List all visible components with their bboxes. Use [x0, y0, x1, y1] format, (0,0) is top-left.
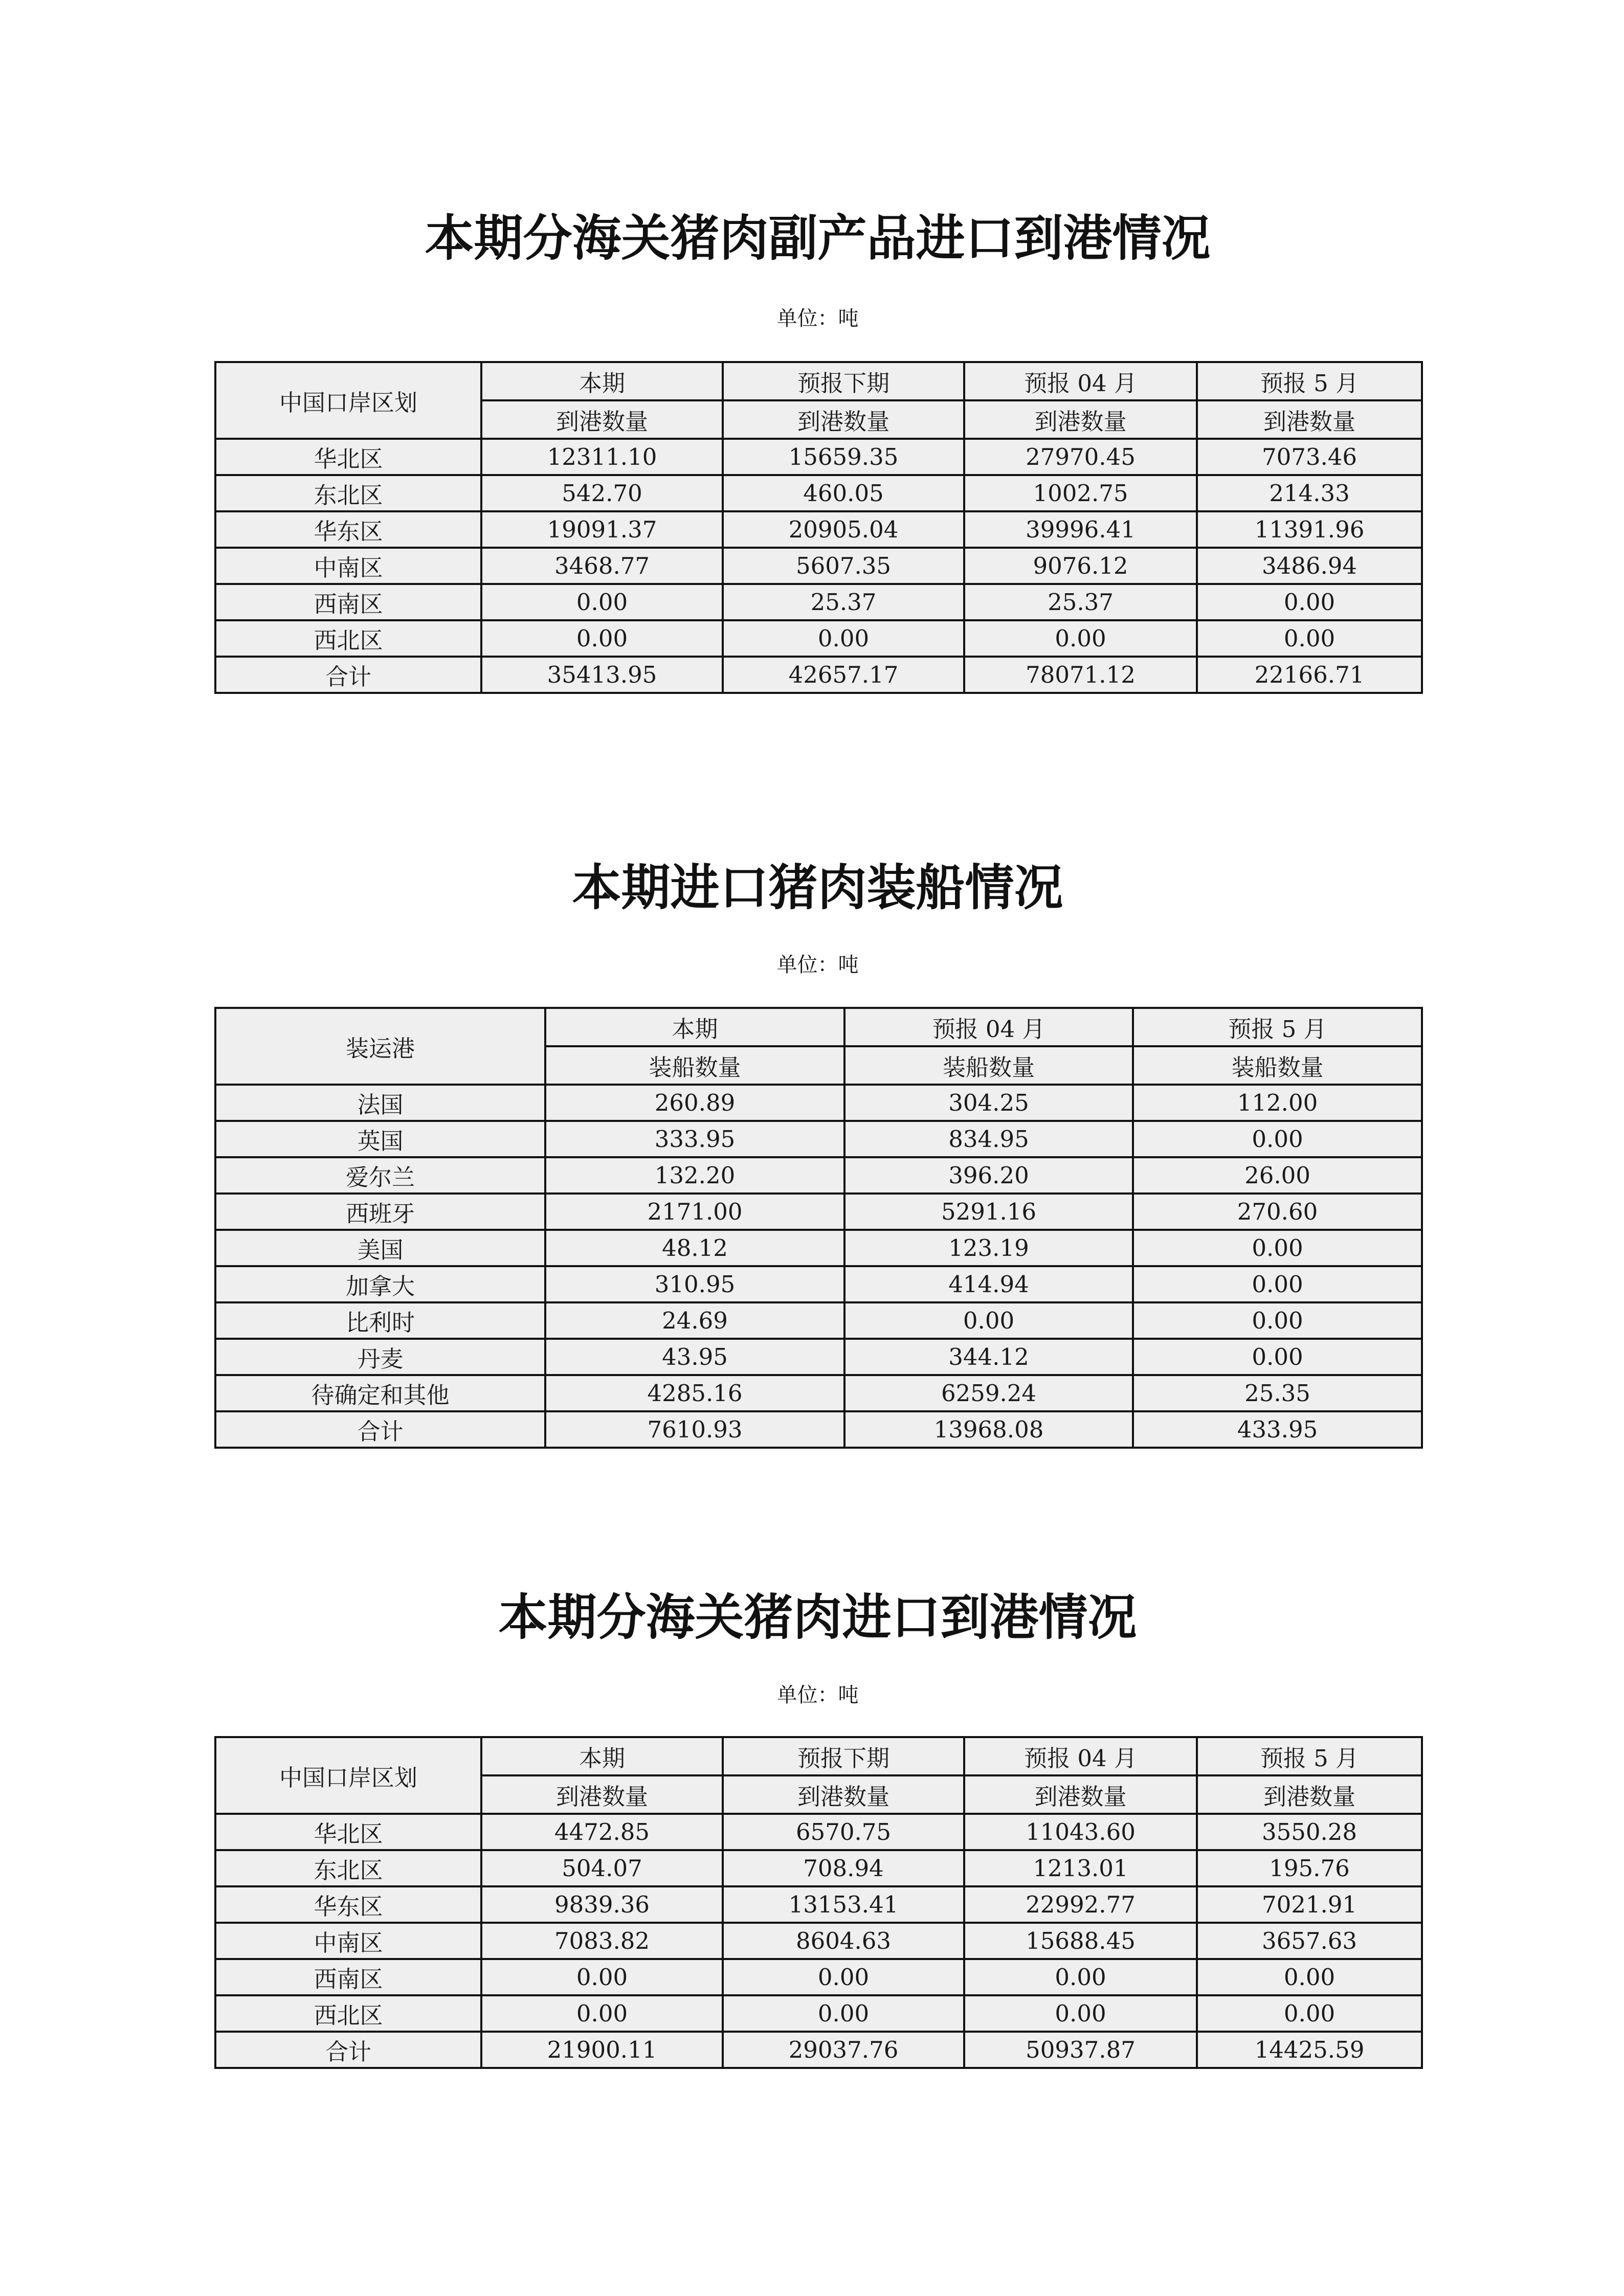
total-value-cell: 42657.17 [723, 657, 964, 693]
value-cell: 25.35 [1133, 1375, 1422, 1411]
value-cell: 112.00 [1133, 1085, 1422, 1121]
port-name-cell: 比利时 [215, 1302, 545, 1339]
value-cell: 132.20 [545, 1157, 844, 1194]
metric-header-cell: 到港数量 [723, 400, 964, 439]
value-cell: 15659.35 [723, 439, 964, 475]
metric-header-cell: 装船数量 [545, 1046, 844, 1085]
region-name-cell: 西南区 [215, 584, 481, 620]
value-cell: 27970.45 [964, 439, 1197, 475]
region-name-cell: 东北区 [215, 475, 481, 511]
port-name-cell: 西班牙 [215, 1194, 545, 1230]
total-value-cell: 50937.87 [964, 2032, 1197, 2068]
port-name-cell: 爱尔兰 [215, 1157, 545, 1194]
value-cell: 8604.63 [723, 1923, 964, 1959]
value-cell: 7073.46 [1197, 439, 1422, 475]
table-row [215, 1121, 1422, 1157]
value-cell: 6570.75 [723, 1814, 964, 1850]
region-name-cell: 中南区 [215, 548, 481, 584]
table-total-row [215, 2032, 1422, 2068]
period-header-cell: 预报下期 [723, 1737, 964, 1775]
value-cell: 333.95 [545, 1121, 844, 1157]
value-cell: 0.00 [964, 1959, 1197, 1995]
value-cell: 1002.75 [964, 475, 1197, 511]
value-cell: 0.00 [1197, 1959, 1422, 1995]
value-cell: 0.00 [844, 1302, 1133, 1339]
table-total-row [215, 1411, 1422, 1448]
value-cell: 43.95 [545, 1339, 844, 1375]
value-cell: 3486.94 [1197, 548, 1422, 584]
value-cell: 270.60 [1133, 1194, 1422, 1230]
metric-header-cell: 装船数量 [1133, 1046, 1422, 1085]
value-cell: 460.05 [723, 475, 964, 511]
value-cell: 195.76 [1197, 1850, 1422, 1886]
table-row [215, 1085, 1422, 1121]
value-cell: 3657.63 [1197, 1923, 1422, 1959]
value-cell: 4285.16 [545, 1375, 844, 1411]
value-cell: 25.37 [964, 584, 1197, 620]
region-name-cell: 华北区 [215, 1814, 481, 1850]
port-name-cell: 法国 [215, 1085, 545, 1121]
metric-header-cell: 到港数量 [481, 1775, 723, 1814]
value-cell: 5291.16 [844, 1194, 1133, 1230]
value-cell: 7021.91 [1197, 1886, 1422, 1923]
region-name-cell: 东北区 [215, 1850, 481, 1886]
metric-header-cell: 装船数量 [844, 1046, 1133, 1085]
total-value-cell: 13968.08 [844, 1411, 1133, 1448]
pork-arrivals-unit: 单位：吨 [776, 1683, 859, 1707]
row-header-cell: 中国口岸区划 [215, 1737, 481, 1814]
value-cell: 0.00 [481, 620, 723, 657]
port-name-cell: 美国 [215, 1230, 545, 1266]
table-row [215, 1886, 1422, 1923]
value-cell: 310.95 [545, 1266, 844, 1302]
table-row [215, 1266, 1422, 1302]
value-cell: 0.00 [1133, 1266, 1422, 1302]
metric-header-cell: 到港数量 [964, 1775, 1197, 1814]
period-header-cell: 预报 5 月 [1197, 362, 1422, 400]
value-cell: 22992.77 [964, 1886, 1197, 1923]
table-row [215, 511, 1422, 548]
table-row [215, 439, 1422, 475]
period-header-cell: 预报 5 月 [1197, 1737, 1422, 1775]
table-row [215, 1194, 1422, 1230]
value-cell: 834.95 [844, 1121, 1133, 1157]
value-cell: 0.00 [723, 1995, 964, 2032]
metric-header-cell: 到港数量 [481, 400, 723, 439]
total-label-cell: 合计 [215, 2032, 481, 2068]
row-header-cell: 装运港 [215, 1008, 545, 1085]
value-cell: 0.00 [723, 1959, 964, 1995]
table-row [215, 1375, 1422, 1411]
value-cell: 0.00 [481, 1959, 723, 1995]
value-cell: 504.07 [481, 1850, 723, 1886]
value-cell: 1213.01 [964, 1850, 1197, 1886]
value-cell: 5607.35 [723, 548, 964, 584]
table-row [215, 1302, 1422, 1339]
value-cell: 2171.00 [545, 1194, 844, 1230]
period-header-cell: 本期 [545, 1008, 844, 1046]
value-cell: 25.37 [723, 584, 964, 620]
pork-arrivals-title: 本期分海关猪肉进口到港情况 [498, 1589, 1137, 1646]
table-row [215, 1850, 1422, 1886]
value-cell: 0.00 [964, 1995, 1197, 2032]
metric-header-cell: 到港数量 [1197, 1775, 1422, 1814]
value-cell: 414.94 [844, 1266, 1133, 1302]
value-cell: 708.94 [723, 1850, 964, 1886]
table-row [215, 1339, 1422, 1375]
value-cell: 19091.37 [481, 511, 723, 548]
value-cell: 0.00 [1133, 1121, 1422, 1157]
value-cell: 0.00 [1133, 1230, 1422, 1266]
value-cell: 20905.04 [723, 511, 964, 548]
period-header-cell: 预报 04 月 [844, 1008, 1133, 1046]
table-row [215, 1157, 1422, 1194]
table-row [215, 1230, 1422, 1266]
region-name-cell: 西北区 [215, 1995, 481, 2032]
region-name-cell: 华东区 [215, 1886, 481, 1923]
total-value-cell: 29037.76 [723, 2032, 964, 2068]
table-header-row [215, 362, 1422, 400]
period-header-cell: 预报 5 月 [1133, 1008, 1422, 1046]
period-header-cell: 预报下期 [723, 362, 964, 400]
total-value-cell: 22166.71 [1197, 657, 1422, 693]
value-cell: 542.70 [481, 475, 723, 511]
value-cell: 48.12 [545, 1230, 844, 1266]
period-header-cell: 预报 04 月 [964, 1737, 1197, 1775]
value-cell: 0.00 [1197, 584, 1422, 620]
table-row [215, 1995, 1422, 2032]
region-name-cell: 中南区 [215, 1923, 481, 1959]
pork-arrivals-table [214, 1736, 1423, 2069]
pork-shipments-title: 本期进口猪肉装船情况 [572, 859, 1063, 916]
period-header-cell: 本期 [481, 1737, 723, 1775]
value-cell: 304.25 [844, 1085, 1133, 1121]
metric-header-cell: 到港数量 [964, 400, 1197, 439]
table-row [215, 1814, 1422, 1850]
table-header-row [215, 1008, 1422, 1046]
period-header-cell: 预报 04 月 [964, 362, 1197, 400]
byproduct-arrivals-unit: 单位：吨 [776, 307, 859, 330]
period-header-cell: 本期 [481, 362, 723, 400]
total-label-cell: 合计 [215, 1411, 545, 1448]
value-cell: 260.89 [545, 1085, 844, 1121]
metric-header-cell: 到港数量 [723, 1775, 964, 1814]
value-cell: 11391.96 [1197, 511, 1422, 548]
metric-header-cell: 到港数量 [1197, 400, 1422, 439]
port-name-cell: 英国 [215, 1121, 545, 1157]
table-total-row [215, 657, 1422, 693]
table-row [215, 475, 1422, 511]
value-cell: 344.12 [844, 1339, 1133, 1375]
port-name-cell: 丹麦 [215, 1339, 545, 1375]
value-cell: 0.00 [1133, 1339, 1422, 1375]
table-row [215, 1959, 1422, 1995]
value-cell: 15688.45 [964, 1923, 1197, 1959]
port-name-cell: 待确定和其他 [215, 1375, 545, 1411]
table-row [215, 548, 1422, 584]
table-row [215, 1923, 1422, 1959]
value-cell: 0.00 [723, 620, 964, 657]
byproduct-arrivals-title: 本期分海关猪肉副产品进口到港情况 [425, 210, 1211, 267]
value-cell: 0.00 [1197, 620, 1422, 657]
value-cell: 3550.28 [1197, 1814, 1422, 1850]
total-value-cell: 7610.93 [545, 1411, 844, 1448]
value-cell: 39996.41 [964, 511, 1197, 548]
region-name-cell: 华东区 [215, 511, 481, 548]
byproduct-arrivals-table [214, 361, 1423, 694]
value-cell: 396.20 [844, 1157, 1133, 1194]
value-cell: 4472.85 [481, 1814, 723, 1850]
total-value-cell: 433.95 [1133, 1411, 1422, 1448]
region-name-cell: 华北区 [215, 439, 481, 475]
table-row [215, 584, 1422, 620]
value-cell: 6259.24 [844, 1375, 1133, 1411]
value-cell: 123.19 [844, 1230, 1133, 1266]
region-name-cell: 西北区 [215, 620, 481, 657]
value-cell: 24.69 [545, 1302, 844, 1339]
value-cell: 12311.10 [481, 439, 723, 475]
value-cell: 9076.12 [964, 548, 1197, 584]
port-name-cell: 加拿大 [215, 1266, 545, 1302]
value-cell: 0.00 [481, 1995, 723, 2032]
pork-shipments-unit: 单位：吨 [776, 953, 859, 977]
value-cell: 3468.77 [481, 548, 723, 584]
total-value-cell: 21900.11 [481, 2032, 723, 2068]
total-value-cell: 35413.95 [481, 657, 723, 693]
value-cell: 214.33 [1197, 475, 1422, 511]
total-value-cell: 14425.59 [1197, 2032, 1422, 2068]
value-cell: 0.00 [481, 584, 723, 620]
total-value-cell: 78071.12 [964, 657, 1197, 693]
value-cell: 7083.82 [481, 1923, 723, 1959]
value-cell: 11043.60 [964, 1814, 1197, 1850]
value-cell: 26.00 [1133, 1157, 1422, 1194]
value-cell: 0.00 [964, 620, 1197, 657]
value-cell: 9839.36 [481, 1886, 723, 1923]
table-row [215, 620, 1422, 657]
value-cell: 13153.41 [723, 1886, 964, 1923]
value-cell: 0.00 [1197, 1995, 1422, 2032]
row-header-cell: 中国口岸区划 [215, 362, 481, 439]
pork-shipments-table [214, 1007, 1423, 1449]
region-name-cell: 西南区 [215, 1959, 481, 1995]
total-label-cell: 合计 [215, 657, 481, 693]
table-header-row [215, 1737, 1422, 1775]
value-cell: 0.00 [1133, 1302, 1422, 1339]
